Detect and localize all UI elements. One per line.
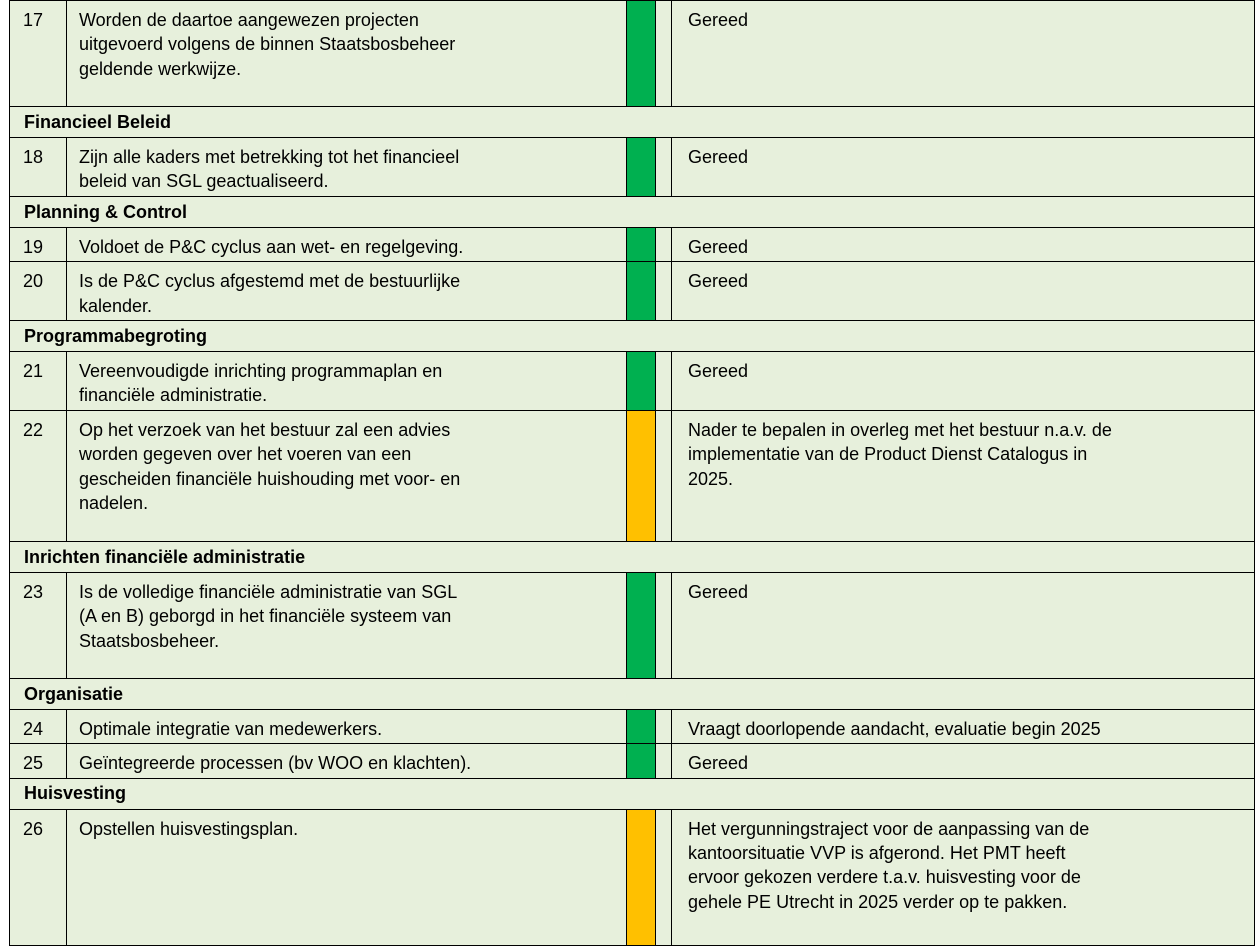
item-number: 26 — [10, 809, 67, 945]
table-row — [10, 709, 1255, 743]
spacer-cell — [656, 352, 672, 411]
item-number: 18 — [10, 138, 67, 197]
section-header-row — [10, 196, 1255, 227]
item-remark — [672, 709, 1255, 743]
status-indicator-green — [627, 227, 656, 261]
item-description — [67, 709, 627, 743]
status-indicator-amber — [627, 410, 656, 541]
description-line: worden gegeven over het voeren van een — [79, 444, 412, 465]
status-indicator-green — [627, 572, 656, 678]
section-header-row — [10, 678, 1255, 709]
description-line: Vereenvoudigde inrichting programmaplan en — [79, 361, 443, 382]
table-row — [10, 744, 1255, 778]
description-line: geldende werkwijze. — [79, 58, 242, 79]
status-indicator-amber — [627, 809, 656, 945]
spacer-cell — [656, 572, 672, 678]
section-title: Huisvesting — [10, 778, 1255, 809]
item-number: 25 — [10, 744, 67, 778]
remark-line: Gereed — [688, 147, 749, 167]
item-description — [67, 227, 627, 261]
description-line: nadelen. — [79, 493, 149, 514]
spacer-cell — [656, 744, 672, 778]
table-row — [10, 572, 1255, 678]
spacer-cell — [656, 262, 672, 321]
item-remark — [672, 227, 1255, 261]
item-remark — [672, 138, 1255, 197]
item-number: 20 — [10, 262, 67, 321]
section-header-row — [10, 541, 1255, 572]
table-row — [10, 262, 1255, 321]
remark-line: ervoor gekozen verdere t.a.v. huisvesting voor de — [688, 867, 1081, 888]
description-line: Op het verzoek van het bestuur zal een advies — [79, 419, 451, 440]
spacer-cell — [656, 709, 672, 743]
remark-line: Het vergunningstraject voor de aanpassing van de — [688, 818, 1090, 839]
spacer-cell — [656, 410, 672, 541]
item-number: 22 — [10, 410, 67, 541]
status-indicator-green — [627, 1, 656, 107]
description-line: kalender. — [79, 295, 153, 316]
description-line: financiële administratie. — [79, 385, 268, 406]
item-number: 17 — [10, 1, 67, 107]
section-title: Financieel Beleid — [10, 107, 1255, 138]
section-title: Inrichten financiële administratie — [10, 541, 1255, 572]
item-description — [67, 410, 627, 541]
description-line: Is de volledige financiële administratie van SGL — [79, 581, 458, 602]
section-title: Organisatie — [10, 678, 1255, 709]
item-number: 19 — [10, 227, 67, 261]
description-line: Is de P&C cyclus afgestemd met de bestuurlijke — [79, 271, 461, 292]
description-line: gescheiden financiële huishouding met voor- en — [79, 468, 461, 489]
item-remark — [672, 572, 1255, 678]
spacer-cell — [656, 809, 672, 945]
item-remark — [672, 809, 1255, 945]
remark-line: Gereed — [688, 753, 749, 774]
remark-line: Gereed — [688, 236, 749, 257]
item-remark — [672, 1, 1255, 107]
remark-line: Gereed — [688, 10, 749, 30]
status-indicator-green — [627, 262, 656, 321]
status-indicator-green — [627, 709, 656, 743]
item-description — [67, 262, 627, 321]
remark-line: 2025. — [688, 468, 734, 489]
spacer-cell — [656, 227, 672, 261]
description-line: Geïntegreerde processen (bv WOO en klachten). — [79, 753, 472, 774]
table-row — [10, 809, 1255, 945]
description-line: (A en B) geborgd in het financiële systeem van — [79, 606, 452, 627]
section-header-row — [10, 778, 1255, 809]
remark-line: Gereed — [688, 361, 749, 382]
item-description — [67, 744, 627, 778]
table-row — [10, 352, 1255, 411]
description-line: Zijn alle kaders met betrekking tot het financieel — [79, 147, 460, 167]
remark-line: Vraagt doorlopende aandacht, evaluatie begin 2025 — [688, 718, 1101, 739]
status-indicator-green — [627, 352, 656, 411]
remark-line: Gereed — [688, 271, 749, 292]
status-indicator-green — [627, 138, 656, 197]
section-title: Planning & Control — [10, 196, 1255, 227]
remark-line: Gereed — [688, 581, 749, 602]
status-indicator-green — [627, 744, 656, 778]
item-description — [67, 809, 627, 945]
table-row — [10, 1, 1255, 107]
progress-table-body — [10, 1, 1255, 946]
description-line: beleid van SGL geactualiseerd. — [79, 171, 329, 192]
remark-line: implementatie van de Product Dienst Catalogus in — [688, 444, 1088, 465]
description-line: Optimale integratie van medewerkers. — [79, 718, 383, 739]
item-remark — [672, 352, 1255, 411]
item-remark — [672, 262, 1255, 321]
item-description — [67, 1, 627, 107]
remark-line: kantoorsituatie VVP is afgerond. Het PMT heeft — [688, 843, 1066, 864]
spacer-cell — [656, 138, 672, 197]
spacer-cell — [656, 1, 672, 107]
description-line: Worden de daartoe aangewezen projecten — [79, 10, 419, 30]
item-description — [67, 572, 627, 678]
item-description — [67, 352, 627, 411]
item-number: 23 — [10, 572, 67, 678]
description-line: Opstellen huisvestingsplan. — [79, 818, 299, 839]
description-line: uitgevoerd volgens de binnen Staatsbosbeheer — [79, 34, 456, 55]
table-row — [10, 138, 1255, 197]
progress-table — [9, 0, 1255, 946]
description-line: Voldoet de P&C cyclus aan wet- en regelgeving. — [79, 236, 464, 257]
table-row — [10, 227, 1255, 261]
table-row — [10, 410, 1255, 541]
item-description — [67, 138, 627, 197]
item-remark — [672, 744, 1255, 778]
remark-line: gehele PE Utrecht in 2025 verder op te pakken. — [688, 891, 1068, 912]
section-title: Programmabegroting — [10, 321, 1255, 352]
item-remark — [672, 410, 1255, 541]
section-header-row — [10, 321, 1255, 352]
description-line: Staatsbosbeheer. — [79, 630, 220, 651]
section-header-row — [10, 107, 1255, 138]
item-number: 21 — [10, 352, 67, 411]
item-number: 24 — [10, 709, 67, 743]
remark-line: Nader te bepalen in overleg met het bestuur n.a.v. de — [688, 419, 1112, 440]
